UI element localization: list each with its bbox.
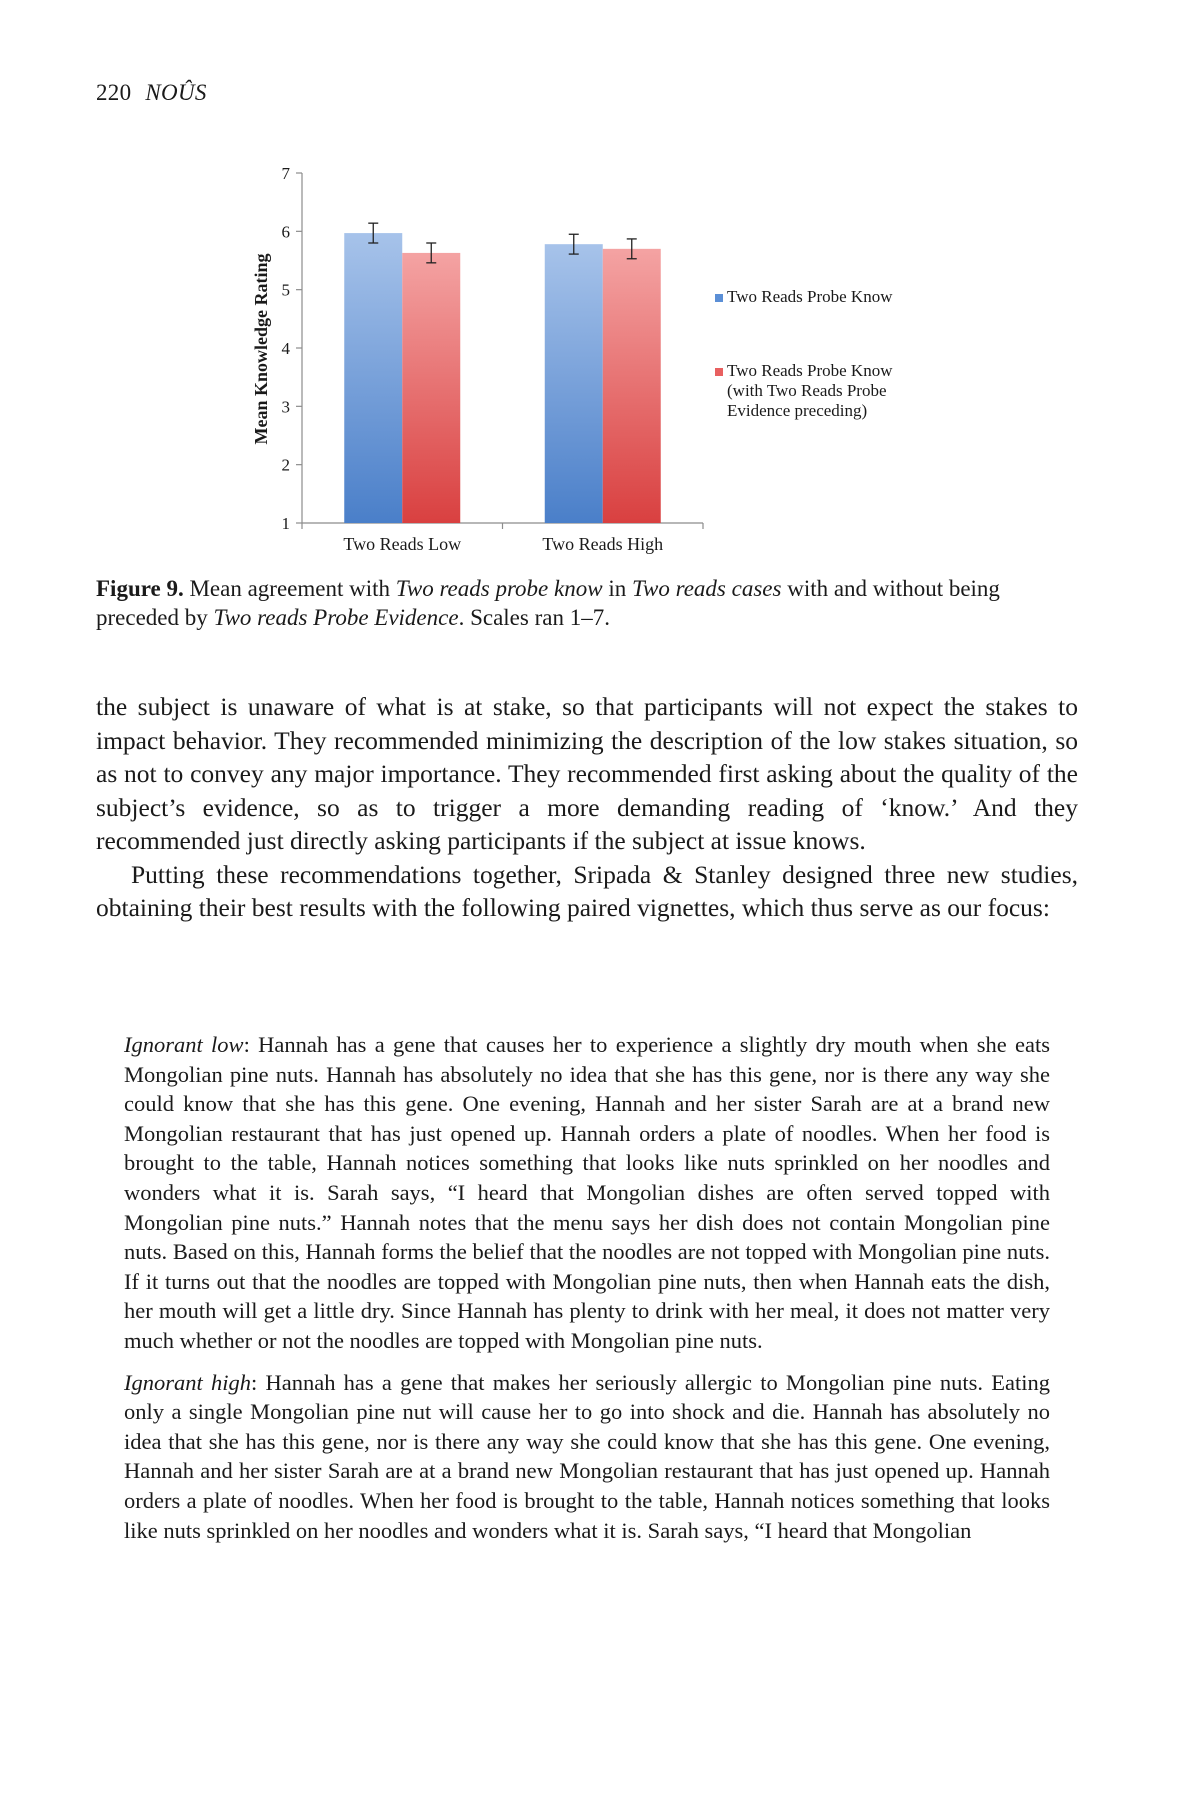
journal-name: NOÛS bbox=[145, 80, 207, 105]
page-number: 220 bbox=[96, 80, 132, 105]
bar bbox=[344, 233, 402, 523]
x-category-label: Two Reads High bbox=[542, 534, 664, 554]
y-tick-label: 3 bbox=[281, 397, 290, 417]
bar bbox=[402, 253, 460, 523]
y-tick-label: 6 bbox=[281, 222, 290, 242]
legend-label: (with Two Reads Probe bbox=[727, 381, 887, 400]
vignette-high-text: : Hannah has a gene that makes her seriously allergic to Mongolian pine nuts. Eating only a single Mongolian pine nut will cause her to go into shock and die. Hannah has absolutely no idea that she has this gene, nor is there any way she could know that she has this gene. One evening, Hannah and her sister Sarah are at a brand new Mongolian restaurant that has just opened up. Hannah orders a plate of noodles. When her food is brought to the table, Hannah notices something that looks like nuts sprinkled on her noodles and wonders what it is. Sarah says, “I heard that Mongolian bbox=[124, 1369, 1050, 1543]
figure-9-chart bbox=[0, 0, 1200, 580]
y-axis-title: Mean Knowledge Rating bbox=[251, 253, 271, 445]
y-tick-label: 5 bbox=[281, 280, 290, 300]
vignette-ignorant-low bbox=[124, 1030, 1050, 1356]
bar bbox=[545, 244, 603, 523]
body-text bbox=[96, 690, 1078, 925]
legend-swatch bbox=[715, 368, 723, 376]
vignette-low-title: Ignorant low bbox=[124, 1032, 244, 1057]
vignette-low-text: : Hannah has a gene that causes her to experience a slightly dry mouth when she eats Mongolian pine nuts. Hannah has absolutely no idea that she has this gene, nor is there any way she could know that she has this gene. One evening, Hannah and her sister Sarah are at a brand new Mongolian restaurant that has just opened up. Hannah orders a plate of noodles. When her food is brought to the table, Hannah notices something that looks like nuts sprinkled on her noodles and wonders what it is. Sarah says, “I heard that Mongolian dishes are often served topped with Mongolian pine nuts.” Hannah notes that the menu says her dish does not contain Mongolian pine nuts. Based on this, Hannah forms the belief that the noodles are not topped with Mongolian pine nuts. If it turns out that the noodles are topped with Mongolian pine nuts, then when Hannah eats the dish, her mouth will get a little dry. Since Hannah has plenty to drink with her meal, it does not matter very much whether or not the noodles are topped with Mongolian pine nuts. bbox=[124, 1032, 1050, 1353]
caption-text-3: with and without being preceded by bbox=[96, 576, 1000, 630]
vignette-high-title: Ignorant high bbox=[124, 1369, 251, 1395]
chart-legend bbox=[715, 287, 893, 420]
chart-bars bbox=[344, 223, 661, 523]
vignettes-block bbox=[124, 1030, 1050, 1557]
figure-caption bbox=[96, 574, 1068, 632]
body-paragraph-2: Putting these recommendations together, Sripada & Stanley designed three new studies, obtaining their best results with the following paired vignettes, which thus serve as our focus: bbox=[96, 859, 1078, 922]
y-tick-label: 2 bbox=[281, 455, 290, 475]
caption-text-1: Mean agreement with bbox=[183, 576, 396, 601]
caption-text-2: in bbox=[602, 576, 632, 601]
y-tick-label: 4 bbox=[281, 339, 290, 358]
body-paragraph-1: the subject is unaware of what is at stake, so that participants will not expect the stakes to impact behavior. They recommended minimizing the description of the low stakes situation, so as not to convey any major importance. They recommended first asking about the quality of the subject’s evidence, so as to trigger a more demanding reading of ‘know.’ And they recommended just directly asking participants if the subject at issue knows. bbox=[96, 692, 1078, 855]
y-tick-label: 7 bbox=[281, 164, 290, 183]
legend-label: Two Reads Probe Know bbox=[727, 361, 893, 380]
x-category-label: Two Reads Low bbox=[343, 534, 462, 554]
legend-label: Evidence preceding) bbox=[727, 401, 868, 420]
caption-text-4: . Scales ran 1–7. bbox=[458, 605, 610, 630]
caption-italic-2: Two reads cases bbox=[631, 576, 782, 601]
legend-swatch bbox=[715, 294, 723, 302]
caption-italic-1: Two reads probe know bbox=[395, 576, 603, 601]
vignette-ignorant-high bbox=[124, 1368, 1050, 1546]
figure-label: Figure 9. bbox=[96, 576, 184, 601]
y-tick-label: 1 bbox=[281, 514, 290, 533]
legend-label: Two Reads Probe Know bbox=[727, 287, 893, 306]
bar bbox=[603, 249, 661, 523]
caption-italic-3: Two reads Probe Evidence bbox=[213, 605, 459, 630]
